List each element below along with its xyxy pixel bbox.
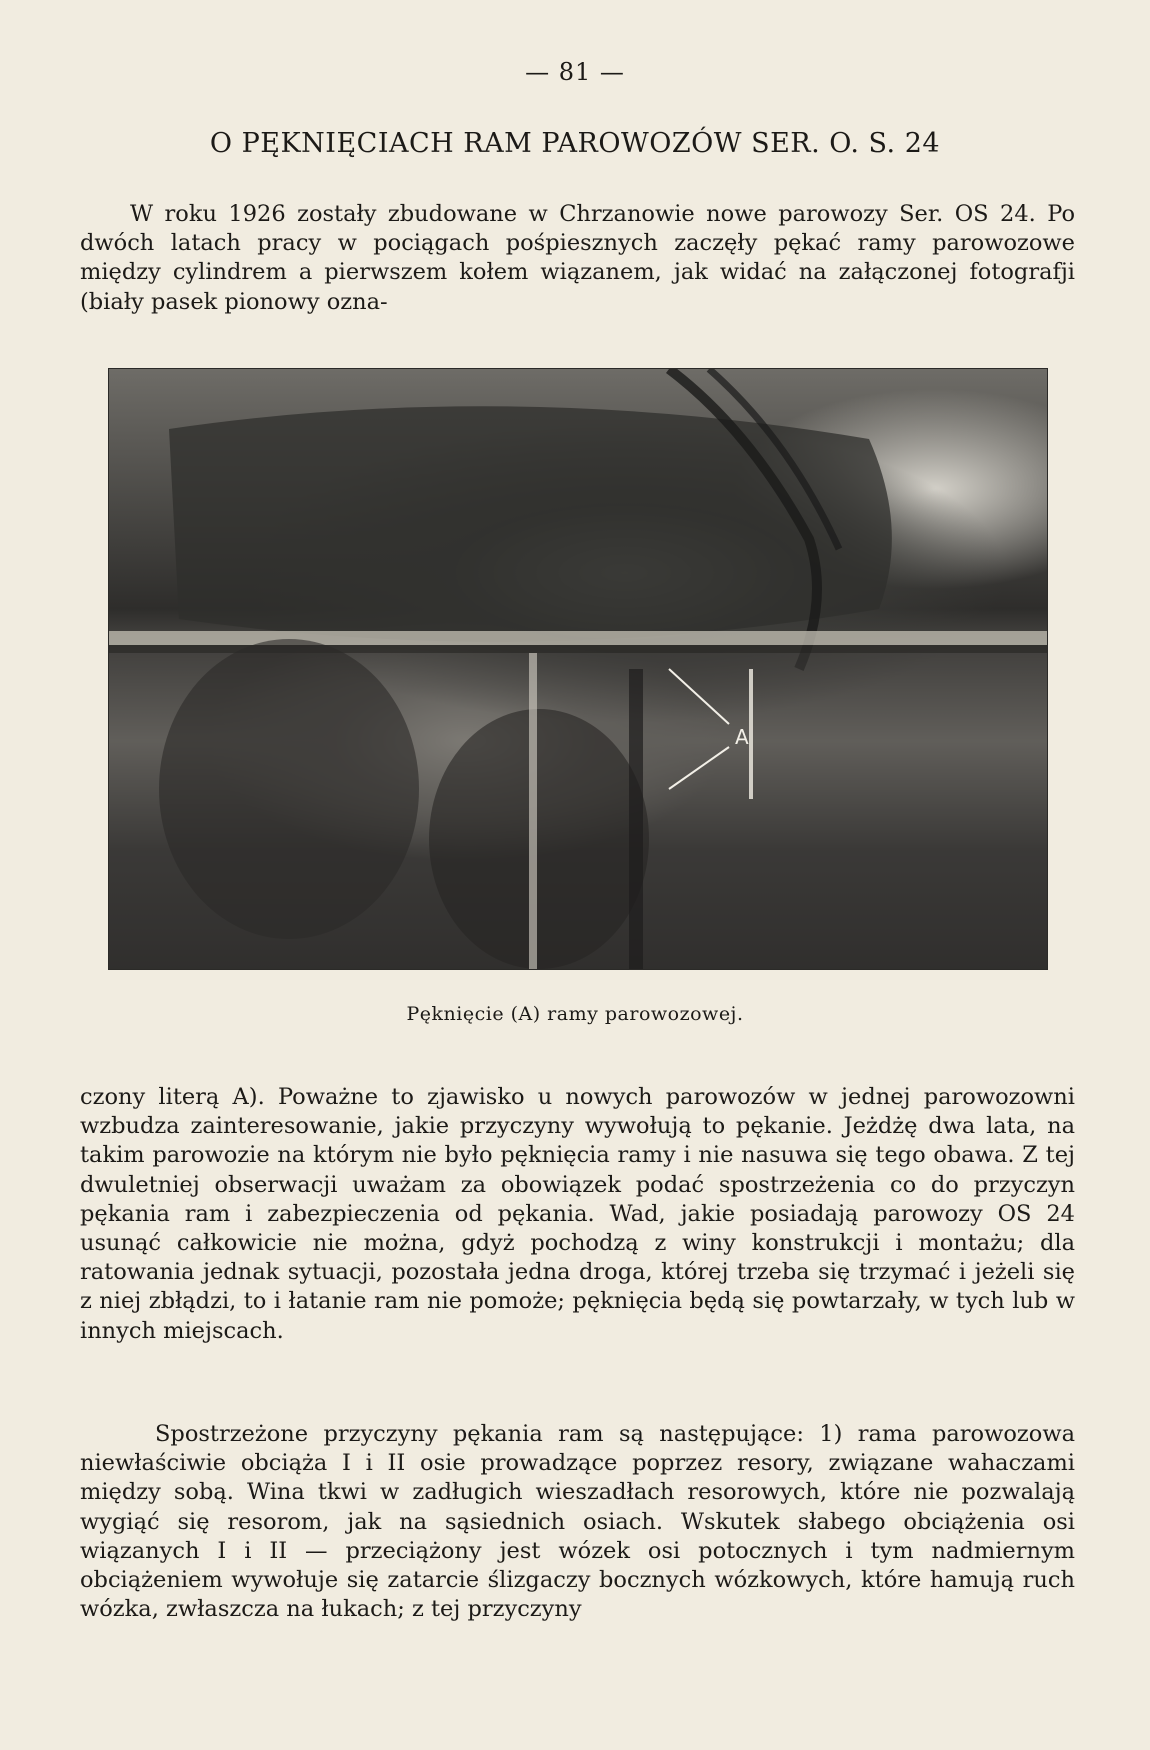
crack-label-a: A <box>735 725 749 749</box>
crack-marker <box>749 669 753 799</box>
photo-caption: Pęknięcie (A) ramy parowozowej. <box>406 1003 744 1025</box>
paragraph-causes: Spostrzeżone przyczyny pękania ram są następujące: 1) rama parowozowa niewłaściwie obciąża I i II osie prowadzące poprzez resory, związane wahaczami między sobą. Wina tkwi w zadługich wieszadłach resorowych, które nie pozwalają wygiąć się resorom, jak na sąsiednich osiach. Wskutek słabego obciążenia osi wiązanych I i II — przeciążony jest wózek osi potocznych i tym nadmiernym obciążeniem wywołuje się zatarcie ślizgaczy bocznych wózkowych, które hamują ruch wózka, zwłaszcza na łukach; z tej przyczyny <box>80 1421 1075 1623</box>
running-board <box>109 631 1047 645</box>
boiler-shape <box>169 406 892 641</box>
wheel-shape <box>159 639 419 939</box>
frame-member <box>529 653 537 969</box>
paragraph-continuation: czony literą A). Poważne to zjawisko u nowych parowozów w jednej parowozowni wzbudza zainteresowanie, jakie przyczyny wywołują to pękanie. Jeżdżę dwa lata, na takim parowozie na którym nie było pęknięcia ramy i nie nasuwa się tego obawa. Z tej dwuletniej obserwacji uważam za obowiązek podać spostrzeżenia co do przyczyn pękania ram i zabezpieczenia od pękania. Wad, jakie posiadają parowozy OS 24 usunąć całkowicie nie można, gdyż pochodzą z winy konstrukcji i montażu; dla ratowania jednak sytuacji, pozostała jedna droga, której trzeba się trzymać i jeżeli się z niej zbłądzi, to i łatanie ram nie pomoże; pęknięcia będą się powtarzały, w tych lub w innych miejscach. <box>80 1084 1075 1344</box>
page-number: — 81 — <box>525 58 625 86</box>
article-title: O PĘKNIĘCIACH RAM PAROWOZÓW SER. O. S. 24 <box>209 128 941 159</box>
locomotive-photo <box>108 368 1048 970</box>
paragraph-intro: W roku 1926 zostały zbudowane w Chrzanowie nowe parowozy Ser. OS 24. Po dwóch latach pracy w pociągach pośpiesznych zaczęły pękać ramy parowozowe między cylindrem a pierwszem kołem wiązanem, jak widać na załączonej fotografji (biały pasek pionowy ozna- <box>80 201 1075 315</box>
wheel-shape-2 <box>429 709 649 969</box>
frame-member-2 <box>629 669 643 969</box>
locomotive-photo-drawing <box>109 369 1047 969</box>
